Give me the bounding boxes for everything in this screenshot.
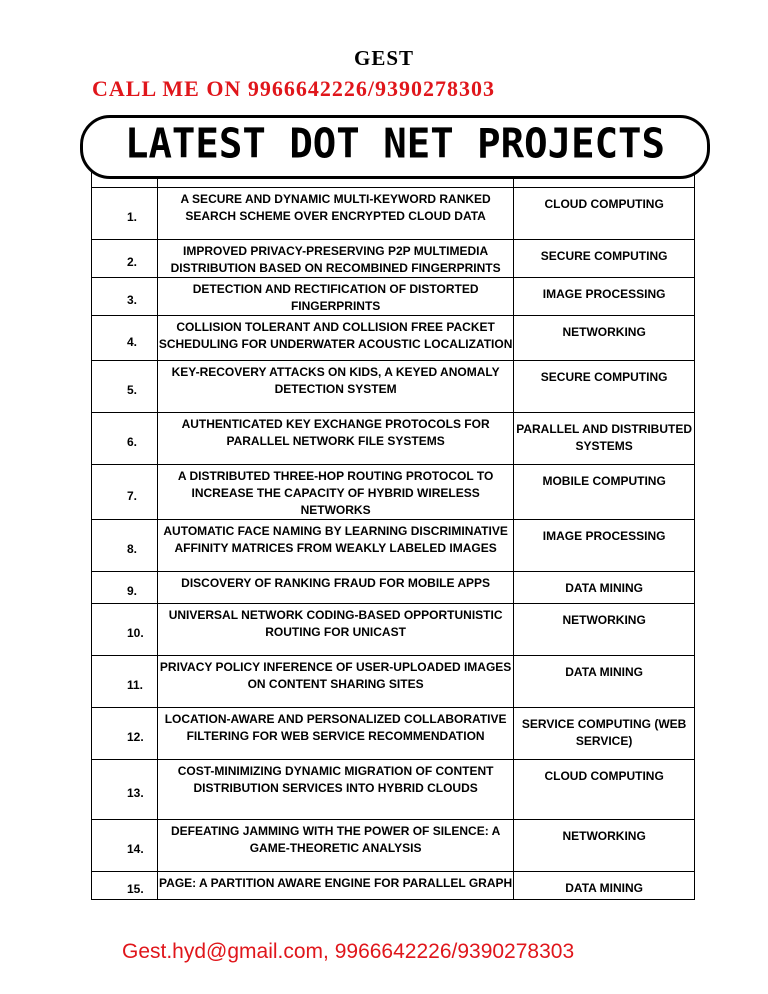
call-line: CALL ME ON 9966642226/9390278303 bbox=[92, 76, 495, 101]
table-row bbox=[92, 572, 695, 604]
project-title: A DISTRIBUTED THREE-HOP ROUTING PROTOCOL TO INCREASE THE CAPACITY OF HYBRID WIRELESS NETWORKS bbox=[157, 465, 513, 520]
project-area: SECURE COMPUTING bbox=[514, 361, 695, 413]
project-number: 14. bbox=[92, 820, 158, 872]
project-title: A SECURE AND DYNAMIC MULTI-KEYWORD RANKED SEARCH SCHEME OVER ENCRYPTED CLOUD DATA bbox=[157, 188, 513, 240]
project-title: PAGE: A PARTITION AWARE ENGINE FOR PARALLEL GRAPH bbox=[157, 872, 513, 900]
project-area: PARALLEL AND DISTRIBUTED SYSTEMS bbox=[514, 413, 695, 465]
table-row bbox=[92, 520, 695, 572]
project-area: DATA MINING bbox=[514, 872, 695, 900]
project-area: NETWORKING bbox=[514, 820, 695, 872]
project-number: 9. bbox=[92, 572, 158, 604]
table-row bbox=[92, 240, 695, 278]
project-area: NETWORKING bbox=[514, 604, 695, 656]
projects-table bbox=[91, 162, 695, 900]
project-number: 5. bbox=[92, 361, 158, 413]
project-title: PRIVACY POLICY INFERENCE OF USER-UPLOADED IMAGES ON CONTENT SHARING SITES bbox=[157, 656, 513, 708]
project-title: KEY-RECOVERY ATTACKS ON KIDS, A KEYED ANOMALY DETECTION SYSTEM bbox=[157, 361, 513, 413]
project-title: AUTHENTICATED KEY EXCHANGE PROTOCOLS FOR PARALLEL NETWORK FILE SYSTEMS bbox=[157, 413, 513, 465]
project-title: IMPROVED PRIVACY-PRESERVING P2P MULTIMEDIA DISTRIBUTION BASED ON RECOMBINED FINGERPRINTS bbox=[157, 240, 513, 278]
project-title: DEFEATING JAMMING WITH THE POWER OF SILENCE: A GAME-THEORETIC ANALYSIS bbox=[157, 820, 513, 872]
project-area: CLOUD COMPUTING bbox=[514, 760, 695, 820]
title-banner bbox=[80, 115, 710, 179]
project-title: DETECTION AND RECTIFICATION OF DISTORTED FINGERPRINTS bbox=[157, 278, 513, 316]
project-number: 3. bbox=[92, 278, 158, 316]
project-area: NETWORKING bbox=[514, 316, 695, 361]
banner-title: LATEST DOT NET PROJECTS bbox=[124, 120, 666, 169]
table-row bbox=[92, 188, 695, 240]
project-number: 6. bbox=[92, 413, 158, 465]
table-row bbox=[92, 656, 695, 708]
table-row bbox=[92, 760, 695, 820]
project-area: IMAGE PROCESSING bbox=[514, 520, 695, 572]
project-number: 15. bbox=[92, 872, 158, 900]
table-row bbox=[92, 278, 695, 316]
project-number: 4. bbox=[92, 316, 158, 361]
table-row bbox=[92, 413, 695, 465]
project-title: LOCATION-AWARE AND PERSONALIZED COLLABORATIVE FILTERING FOR WEB SERVICE RECOMMENDATION bbox=[157, 708, 513, 760]
project-title: COST-MINIMIZING DYNAMIC MIGRATION OF CONTENT DISTRIBUTION SERVICES INTO HYBRID CLOUDS bbox=[157, 760, 513, 820]
project-number: 2. bbox=[92, 240, 158, 278]
project-area: IMAGE PROCESSING bbox=[514, 278, 695, 316]
project-title: AUTOMATIC FACE NAMING BY LEARNING DISCRIMINATIVE AFFINITY MATRICES FROM WEAKLY LABELED IMAGES bbox=[157, 520, 513, 572]
table-row bbox=[92, 316, 695, 361]
company-name: GEST bbox=[353, 46, 415, 70]
table-row bbox=[92, 604, 695, 656]
table-row bbox=[92, 361, 695, 413]
project-title: UNIVERSAL NETWORK CODING-BASED OPPORTUNISTIC ROUTING FOR UNICAST bbox=[157, 604, 513, 656]
table-row bbox=[92, 708, 695, 760]
project-number: 1. bbox=[92, 188, 158, 240]
project-number: 8. bbox=[92, 520, 158, 572]
project-number: 13. bbox=[92, 760, 158, 820]
table-row bbox=[92, 872, 695, 900]
project-number: 10. bbox=[92, 604, 158, 656]
project-title: DISCOVERY OF RANKING FRAUD FOR MOBILE APPS bbox=[157, 572, 513, 604]
project-area: MOBILE COMPUTING bbox=[514, 465, 695, 520]
project-area: CLOUD COMPUTING bbox=[514, 188, 695, 240]
project-title: COLLISION TOLERANT AND COLLISION FREE PACKET SCHEDULING FOR UNDERWATER ACOUSTIC LOCALIZATION bbox=[157, 316, 513, 361]
table-row bbox=[92, 465, 695, 520]
project-area: DATA MINING bbox=[514, 656, 695, 708]
project-number: 11. bbox=[92, 656, 158, 708]
project-number: 12. bbox=[92, 708, 158, 760]
table-row bbox=[92, 820, 695, 872]
project-area: SECURE COMPUTING bbox=[514, 240, 695, 278]
project-area: DATA MINING bbox=[514, 572, 695, 604]
project-area: SERVICE COMPUTING (WEB SERVICE) bbox=[514, 708, 695, 760]
project-number: 7. bbox=[92, 465, 158, 520]
footer-contact: Gest.hyd@gmail.com, 9966642226/9390278303 bbox=[122, 940, 575, 963]
